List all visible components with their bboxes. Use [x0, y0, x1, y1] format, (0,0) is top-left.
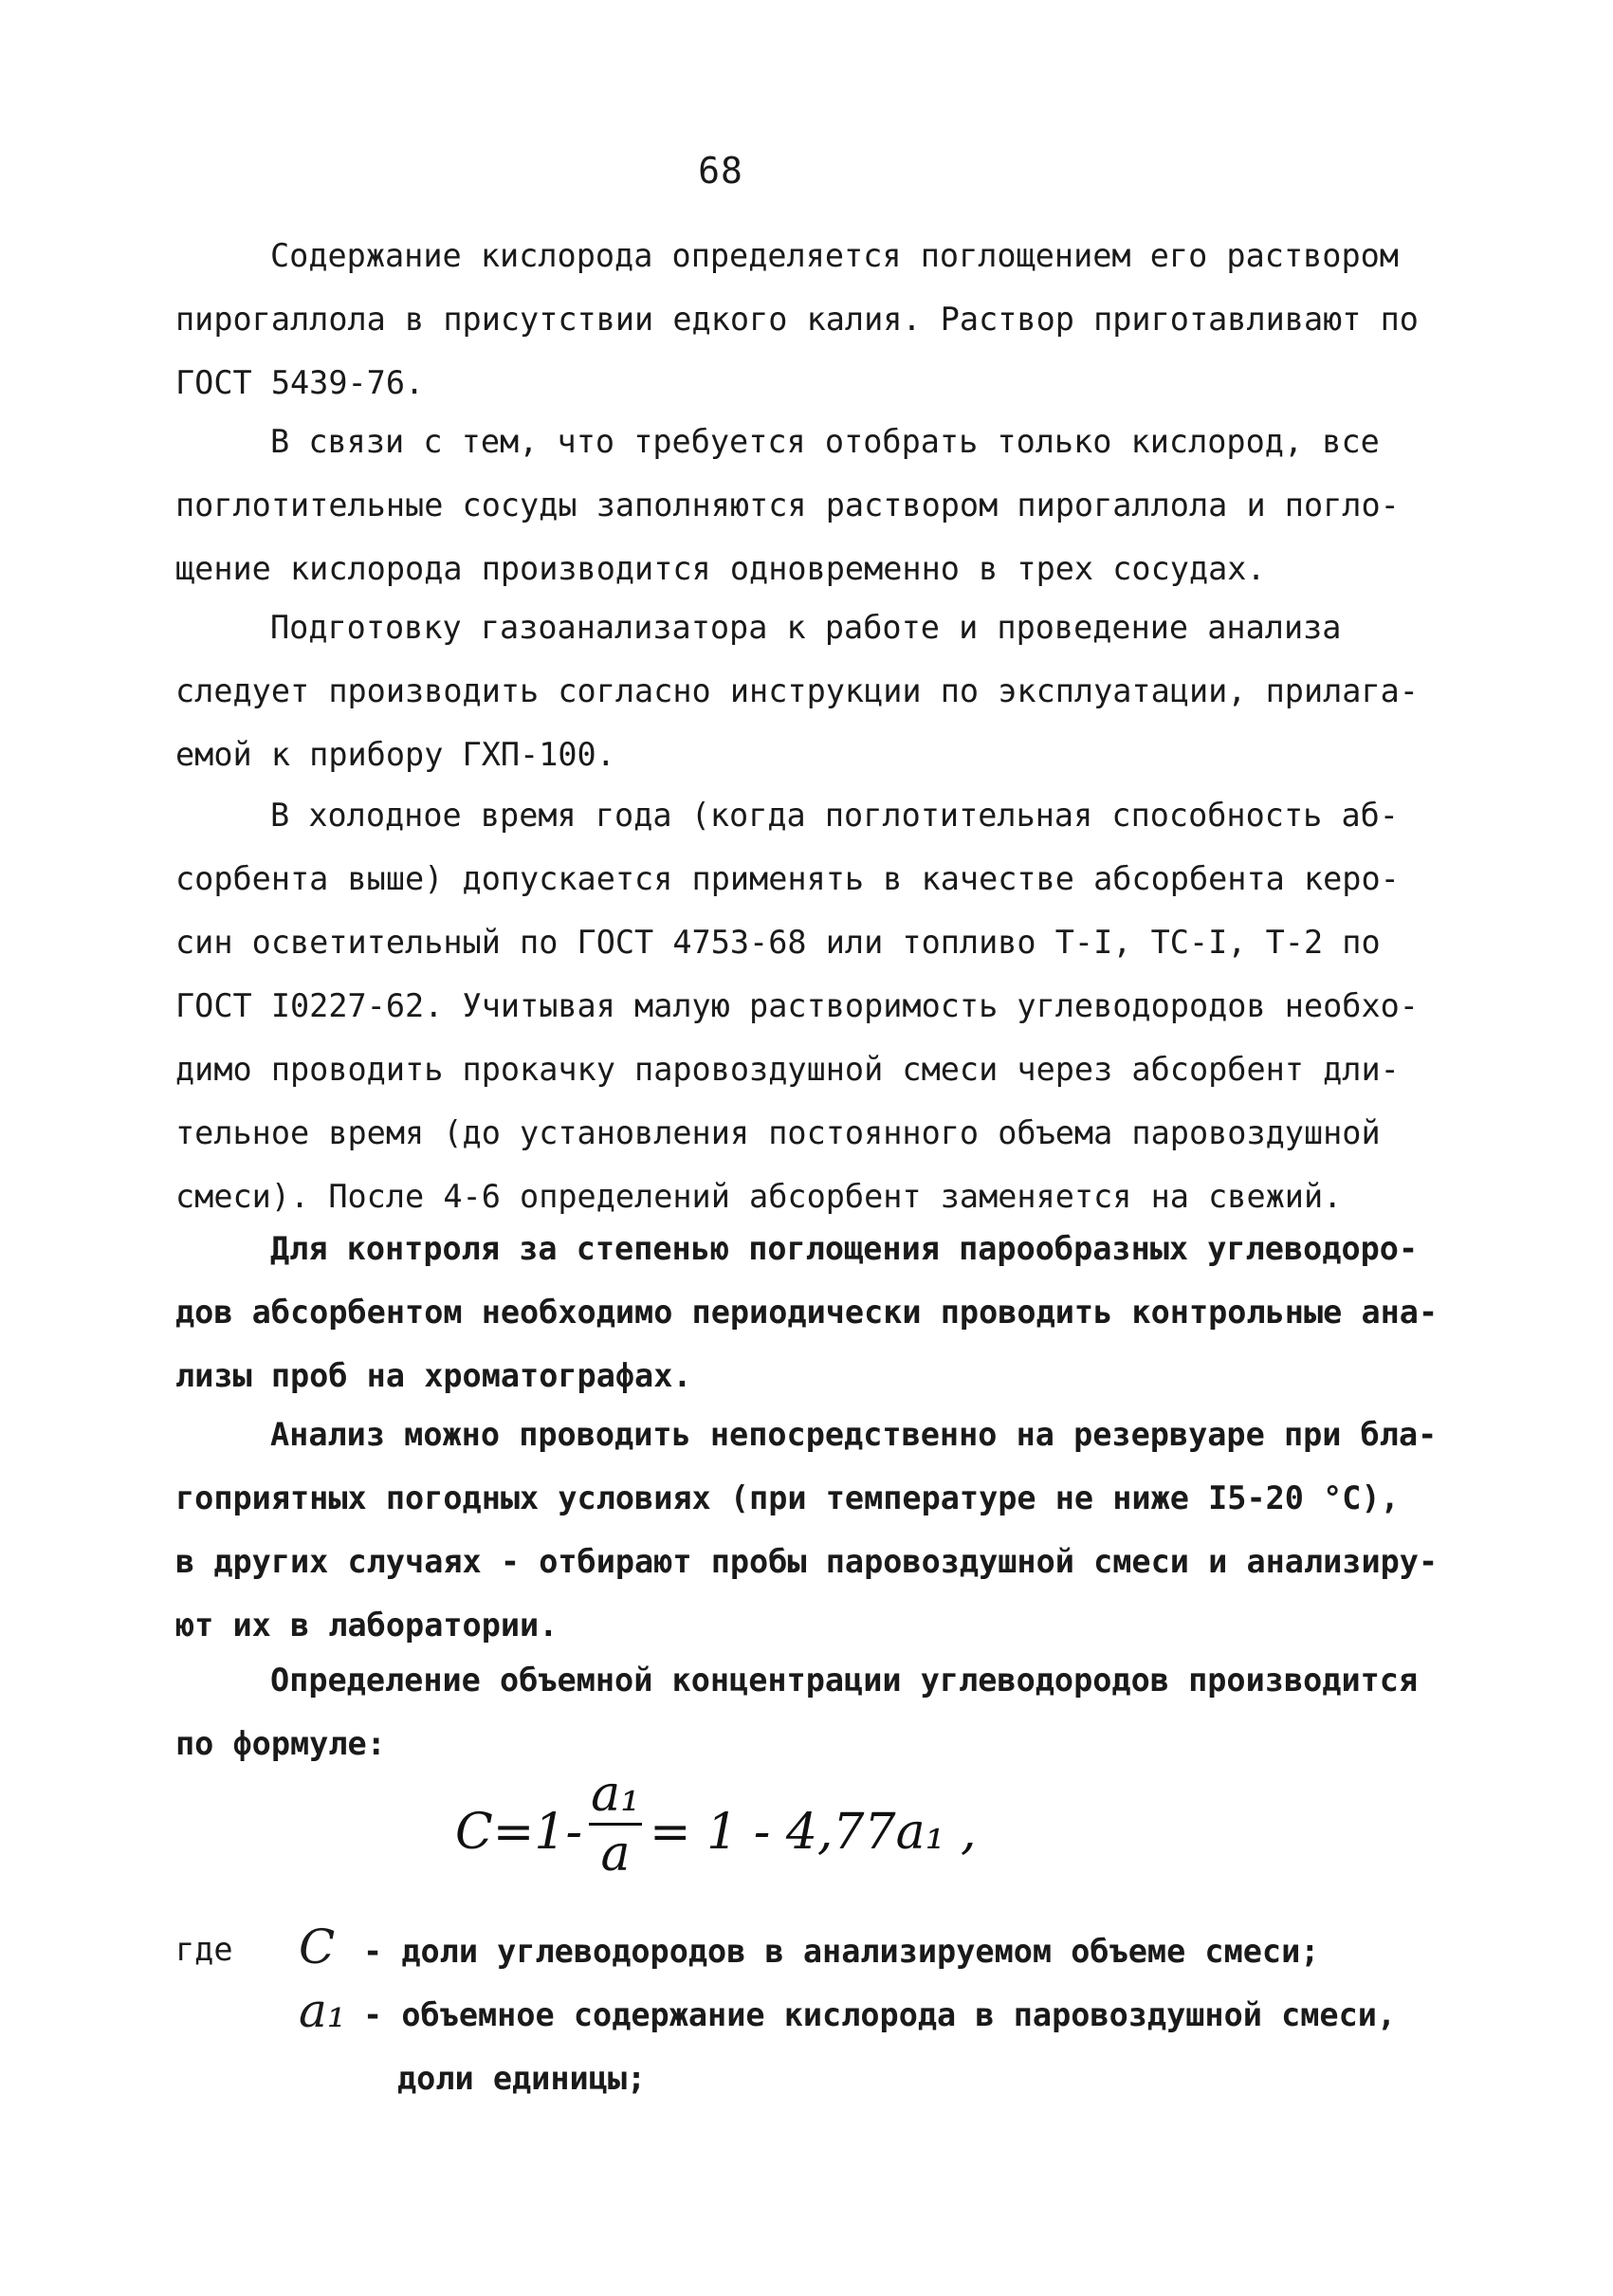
- paragraph-control-analysis: [175, 1217, 1446, 1407]
- text-line: гоприятных погодных условиях (при температуре не ниже I5-20 °С),: [175, 1479, 1400, 1516]
- text-line: В связи с тем, что требуется отобрать только кислород, все: [270, 423, 1380, 460]
- text-line: тельное время (до установления постоянного объема паровоздушной: [175, 1114, 1381, 1151]
- text-line: Подготовку газоанализатора к работе и проведение анализа: [270, 609, 1342, 646]
- text-line: ГОСТ 5439-76.: [175, 364, 425, 401]
- text-line: Для контроля за степенью поглощения парообразных углеводоро-: [270, 1230, 1419, 1267]
- paragraph-absorption-vessels: [175, 410, 1446, 600]
- text-line: димо проводить прокачку паровоздушной смеси через абсорбент дли-: [175, 1051, 1400, 1088]
- paragraph-cold-season: [175, 783, 1446, 1228]
- text-line: по формуле:: [175, 1725, 386, 1762]
- variable-description: [363, 1919, 1319, 1983]
- concentration-formula: [455, 1766, 977, 1899]
- text-line: В холодное время года (когда поглотительная способность аб-: [270, 797, 1399, 834]
- paragraph-analyzer-preparation: [175, 596, 1446, 786]
- formula-left-side: C=1-: [455, 1804, 583, 1861]
- where-label: где: [175, 1931, 233, 1968]
- text-line: лизы проб на хроматографах.: [175, 1357, 692, 1394]
- text-line: сорбента выше) допускается применять в качестве абсорбента керо-: [175, 860, 1400, 897]
- text-line: в других случаях - отбирают пробы паровоздушной смеси и анализиру-: [175, 1543, 1439, 1580]
- variable-symbol: a₁: [299, 1983, 346, 2038]
- variable-description: [363, 1983, 1396, 2110]
- text-line: емой к прибору ГХП-100.: [175, 736, 615, 773]
- formula-denominator: a: [600, 1826, 631, 1883]
- formula-right-side: = 1 - 4,77a₁ ,: [650, 1804, 977, 1861]
- text-line: доли единицы;: [397, 2060, 647, 2097]
- text-line: Содержание кислорода определяется поглощением его раствором: [270, 237, 1399, 274]
- text-line: следует производить согласно инструкции по эксплуатации, прилага-: [175, 672, 1419, 709]
- text-line: ГОСТ I0227-62. Учитывая малую растворимость углеводородов необхо-: [175, 987, 1419, 1024]
- paragraph-oxygen-content: [175, 224, 1446, 414]
- text-line: Анализ можно проводить непосредственно на резервуаре при бла-: [270, 1416, 1438, 1453]
- formula-fraction: [585, 1766, 646, 1883]
- text-line: смеси). После 4-6 определений абсорбент заменяется на свежий.: [175, 1178, 1343, 1215]
- variable-symbol: C: [299, 1919, 336, 1975]
- paragraph-formula-intro: [175, 1648, 1446, 1775]
- page-number: 68: [698, 150, 743, 192]
- text-line: щение кислорода производится одновременно в трех сосудах.: [175, 550, 1266, 587]
- paragraph-field-analysis: [175, 1403, 1446, 1657]
- text-line: Определение объемной концентрации углеводородов производится: [270, 1662, 1419, 1699]
- text-line: - объемное содержание кислорода в паровоздушной смеси,: [363, 1996, 1397, 2033]
- formula-numerator: a₁: [591, 1766, 640, 1823]
- text-line: дов абсорбентом необходимо периодически проводить контрольные ана-: [175, 1294, 1439, 1331]
- text-line: пирогаллола в присутствии едкого калия. Раствор приготавливают по: [175, 301, 1419, 338]
- text-line: поглотительные сосуды заполняются раствором пирогаллола и погло-: [175, 487, 1400, 523]
- text-line: ют их в лаборатории.: [175, 1607, 559, 1644]
- text-line: син осветительный по ГОСТ 4753-68 или топливо Т-I, ТС-I, Т-2 по: [175, 924, 1381, 961]
- text-line: - доли углеводородов в анализируемом объеме смеси;: [363, 1933, 1320, 1970]
